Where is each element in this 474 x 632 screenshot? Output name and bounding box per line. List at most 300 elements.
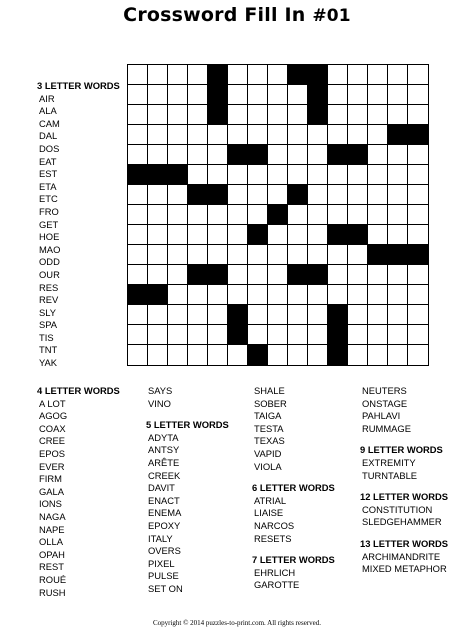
grid-cell-empty[interactable] [168,345,188,365]
grid-cell-empty[interactable] [148,85,168,105]
word-list-item: IONS [39,498,62,510]
grid-cell-empty[interactable] [208,225,228,245]
grid-cell-empty[interactable] [388,65,408,85]
grid-cell-empty[interactable] [128,325,148,345]
word-list-item: ETC [39,193,58,205]
grid-cell-empty[interactable] [188,205,208,225]
grid-cell-empty[interactable] [388,325,408,345]
grid-cell-black [328,345,348,365]
grid-cell-black [288,185,308,205]
grid-cell-empty[interactable] [308,125,328,145]
grid-cell-black [188,185,208,205]
grid-cell-empty[interactable] [188,145,208,165]
grid-cell-empty[interactable] [128,305,148,325]
word-list-item: EAT [39,155,57,167]
grid-cell-empty[interactable] [168,125,188,145]
grid-cell-empty[interactable] [148,145,168,165]
grid-cell-empty[interactable] [228,105,248,125]
grid-cell-empty[interactable] [168,145,188,165]
grid-cell-empty[interactable] [328,105,348,125]
grid-cell-empty[interactable] [228,225,248,245]
grid-cell-empty[interactable] [368,265,388,285]
grid-cell-black [208,105,228,125]
word-list-item: SPA [39,319,58,331]
grid-cell-empty[interactable] [388,85,408,105]
word-list-heading: 13 LETTER WORDS [360,537,449,549]
grid-cell-empty[interactable] [228,265,248,285]
grid-cell-empty[interactable] [268,85,288,105]
grid-cell-empty[interactable] [128,225,148,245]
grid-cell-empty[interactable] [288,285,308,305]
grid-cell-empty[interactable] [248,245,268,265]
grid-cell-empty[interactable] [228,65,248,85]
grid-cell-empty[interactable] [148,265,168,285]
page-title [0,4,474,26]
grid-cell-black [408,125,428,145]
grid-cell-empty[interactable] [128,85,148,105]
grid-cell-empty[interactable] [228,345,248,365]
grid-cell-empty[interactable] [128,125,148,145]
grid-cell-black [208,265,228,285]
word-list-item: NAPE [39,523,65,535]
grid-cell-empty[interactable] [128,265,148,285]
grid-cell-empty[interactable] [368,125,388,145]
word-list-item: ITALY [148,532,173,544]
grid-cell-empty[interactable] [288,145,308,165]
word-list-item: HOE [39,231,60,243]
grid-cell-empty[interactable] [228,85,248,105]
word-list-item: EST [39,168,58,180]
word-list-item: RESETS [254,532,292,544]
grid-cell-empty[interactable] [408,225,428,245]
three-letter-word-list [37,80,120,370]
grid-cell-empty[interactable] [308,245,328,265]
grid-cell-empty[interactable] [248,265,268,285]
grid-cell-empty[interactable] [268,325,288,345]
grid-cell-black [148,285,168,305]
grid-cell-empty[interactable] [208,125,228,145]
grid-cell-empty[interactable] [328,185,348,205]
grid-cell-empty[interactable] [148,185,168,205]
grid-cell-empty[interactable] [388,205,408,225]
word-list-item: TIS [39,331,54,343]
word-list-column-2 [146,385,229,596]
grid-cell-black [208,65,228,85]
word-list-item: SLEDGEHAMMER [362,516,442,528]
word-list-item: TEXAS [254,435,285,447]
grid-cell-empty[interactable] [208,205,228,225]
grid-cell-empty[interactable] [288,105,308,125]
grid-cell-black [128,165,148,185]
grid-cell-empty[interactable] [368,65,388,85]
word-list-item: REST [39,561,65,573]
word-list-item: SOBER [254,397,287,409]
grid-cell-empty[interactable] [388,265,408,285]
word-list-heading: 3 LETTER WORDS [37,80,120,91]
grid-cell-empty[interactable] [328,125,348,145]
grid-cell-empty[interactable] [348,285,368,305]
word-list-item: ALA [39,105,57,117]
word-list-item: CREEK [148,469,181,481]
grid-cell-empty[interactable] [128,185,148,205]
word-list-item: RUSH [39,586,66,598]
word-list-item: RES [39,281,59,293]
grid-cell-empty[interactable] [328,285,348,305]
grid-cell-empty[interactable] [188,345,208,365]
grid-cell-black [228,145,248,165]
grid-cell-empty[interactable] [188,65,208,85]
grid-cell-empty[interactable] [408,265,428,285]
grid-cell-empty[interactable] [148,245,168,265]
grid-cell-empty[interactable] [368,285,388,305]
grid-cell-black [368,245,388,265]
word-list-item: PAHLAVI [362,410,401,422]
grid-cell-empty[interactable] [368,165,388,185]
grid-cell-black [308,65,328,85]
grid-cell-empty[interactable] [168,305,188,325]
word-list-item: AIR [39,92,55,104]
grid-cell-empty[interactable] [168,265,188,285]
grid-cell-empty[interactable] [408,205,428,225]
word-list-item: ONSTAGE [362,397,408,409]
grid-cell-empty[interactable] [348,125,368,145]
grid-cell-empty[interactable] [348,105,368,125]
word-list-item: RUMMAGE [362,422,411,434]
grid-cell-empty[interactable] [268,245,288,265]
grid-cell-empty[interactable] [348,265,368,285]
word-list-item: OLLA [39,536,63,548]
grid-cell-empty[interactable] [228,205,248,225]
grid-cell-empty[interactable] [148,325,168,345]
grid-cell-empty[interactable] [268,165,288,185]
grid-cell-empty[interactable] [328,165,348,185]
grid-cell-empty[interactable] [368,225,388,245]
grid-cell-black [328,225,348,245]
word-list-item: FIRM [39,473,62,485]
word-list-item: TAIGA [254,410,282,422]
grid-cell-empty[interactable] [188,325,208,345]
grid-cell-empty[interactable] [248,325,268,345]
word-list-heading: 5 LETTER WORDS [146,419,229,431]
word-list-item: ODD [39,256,60,268]
word-list-column-4 [360,385,448,576]
grid-cell-empty[interactable] [348,85,368,105]
grid-cell-black [228,325,248,345]
grid-cell-empty[interactable] [188,305,208,325]
grid-cell-empty[interactable] [248,105,268,125]
grid-cell-empty[interactable] [148,225,168,245]
grid-cell-empty[interactable] [248,65,268,85]
grid-cell-empty[interactable] [128,245,148,265]
grid-cell-empty[interactable] [348,325,368,345]
grid-cell-empty[interactable] [368,305,388,325]
grid-cell-empty[interactable] [408,325,428,345]
word-list-item: DOS [39,142,60,154]
grid-cell-empty[interactable] [308,185,328,205]
word-list-item: PIXEL [148,557,175,569]
word-list-item: ARÊTE [148,456,180,468]
word-list-item: VAPID [254,447,282,459]
grid-cell-empty[interactable] [268,345,288,365]
grid-cell-empty[interactable] [168,325,188,345]
word-list-item: REV [39,294,59,306]
grid-cell-empty[interactable] [308,345,328,365]
grid-cell-empty[interactable] [228,245,248,265]
grid-cell-empty[interactable] [188,165,208,185]
grid-cell-empty[interactable] [408,165,428,185]
grid-cell-empty[interactable] [208,165,228,185]
word-list-heading: 6 LETTER WORDS [252,482,335,494]
grid-cell-empty[interactable] [188,125,208,145]
grid-cell-empty[interactable] [208,285,228,305]
grid-cell-empty[interactable] [128,65,148,85]
grid-cell-empty[interactable] [288,125,308,145]
grid-cell-empty[interactable] [168,285,188,305]
word-list-item: SET ON [148,582,183,594]
grid-cell-empty[interactable] [408,285,428,305]
grid-cell-empty[interactable] [228,285,248,305]
word-list-item: FRO [39,205,59,217]
grid-cell-empty[interactable] [168,245,188,265]
grid-cell-black [308,105,328,125]
grid-cell-empty[interactable] [368,85,388,105]
grid-cell-empty[interactable] [188,105,208,125]
grid-cell-empty[interactable] [368,105,388,125]
grid-cell-empty[interactable] [148,305,168,325]
grid-cell-empty[interactable] [308,225,328,245]
grid-cell-black [148,165,168,185]
grid-cell-empty[interactable] [268,285,288,305]
word-list-item: GAROTTE [254,579,300,591]
grid-cell-empty[interactable] [288,245,308,265]
grid-cell-black [328,145,348,165]
grid-cell-empty[interactable] [208,145,228,165]
grid-cell-empty[interactable] [328,85,348,105]
grid-cell-empty[interactable] [368,345,388,365]
grid-cell-empty[interactable] [168,85,188,105]
grid-cell-empty[interactable] [348,165,368,185]
word-list-item: PULSE [148,570,179,582]
word-list-heading: 12 LETTER WORDS [360,491,449,503]
grid-cell-black [208,185,228,205]
grid-cell-empty[interactable] [248,305,268,325]
grid-cell-empty[interactable] [248,285,268,305]
grid-cell-empty[interactable] [268,125,288,145]
word-list-heading: 4 LETTER WORDS [37,385,120,396]
grid-cell-empty[interactable] [248,205,268,225]
word-list-column-3 [252,385,335,592]
grid-cell-empty[interactable] [388,165,408,185]
grid-cell-empty[interactable] [268,185,288,205]
grid-cell-black [388,125,408,145]
grid-cell-black [408,245,428,265]
grid-cell-empty[interactable] [388,305,408,325]
grid-cell-empty[interactable] [268,145,288,165]
grid-cell-empty[interactable] [288,225,308,245]
grid-cell-empty[interactable] [268,65,288,85]
grid-cell-black [208,85,228,105]
word-list-item: COAX [39,422,66,434]
grid-cell-empty[interactable] [188,285,208,305]
grid-cell-black [288,265,308,285]
grid-cell-empty[interactable] [308,305,328,325]
grid-cell-empty[interactable] [328,245,348,265]
word-list-item: EPOXY [148,519,181,531]
grid-cell-black [328,325,348,345]
grid-cell-empty[interactable] [288,205,308,225]
word-list-item: TURNTABLE [362,469,418,481]
word-list-item: GALA [39,485,65,497]
grid-cell-empty[interactable] [188,85,208,105]
grid-cell-empty[interactable] [168,105,188,125]
grid-cell-empty[interactable] [168,65,188,85]
grid-cell-black [348,145,368,165]
word-list-item: YAK [39,357,58,369]
grid-cell-empty[interactable] [388,105,408,125]
grid-cell-empty[interactable] [148,345,168,365]
grid-cell-empty[interactable] [268,105,288,125]
grid-cell-black [268,205,288,225]
word-list-item: ANTSY [148,444,180,456]
grid-cell-empty[interactable] [388,185,408,205]
grid-cell-black [188,265,208,285]
grid-cell-empty[interactable] [368,185,388,205]
grid-cell-black [168,165,188,185]
grid-cell-empty[interactable] [248,85,268,105]
grid-cell-empty[interactable] [288,305,308,325]
word-list-item: SAYS [148,385,173,396]
grid-cell-empty[interactable] [148,105,168,125]
grid-cell-empty[interactable] [128,205,148,225]
grid-cell-black [248,345,268,365]
grid-cell-empty[interactable] [188,225,208,245]
grid-cell-empty[interactable] [348,305,368,325]
grid-cell-black [308,265,328,285]
word-list-item: TNT [39,344,58,356]
grid-cell-empty[interactable] [408,65,428,85]
grid-cell-empty[interactable] [268,305,288,325]
grid-cell-empty[interactable] [248,125,268,145]
title-main: Crossword Fill In [123,4,306,26]
grid-cell-empty[interactable] [328,205,348,225]
grid-cell-empty[interactable] [148,205,168,225]
word-list-item: NEUTERS [362,385,407,396]
word-list-item: ARCHIMANDRITE [362,550,441,562]
word-list-item: CAM [39,117,60,129]
grid-cell-empty[interactable] [188,245,208,265]
grid-cell-empty[interactable] [208,245,228,265]
copyright-notice: Copyright © 2014 puzzles-to-print.com. All rights reserved. [152,619,322,627]
grid-cell-empty[interactable] [348,185,368,205]
word-list-item: SHALE [254,385,285,396]
grid-cell-empty[interactable] [408,85,428,105]
grid-cell-empty[interactable] [288,165,308,185]
grid-cell-empty[interactable] [208,325,228,345]
grid-cell-empty[interactable] [408,345,428,365]
grid-cell-empty[interactable] [228,125,248,145]
grid-cell-empty[interactable] [148,125,168,145]
grid-cell-empty[interactable] [208,305,228,325]
grid-cell-empty[interactable] [248,165,268,185]
grid-cell-empty[interactable] [308,145,328,165]
word-list-item: OVERS [148,545,181,557]
word-list-item: CONSTITUTION [362,503,433,515]
grid-cell-empty[interactable] [388,145,408,165]
puzzle-number: #01 [312,6,351,26]
word-list-item: VIOLA [254,460,282,472]
grid-cell-empty[interactable] [228,185,248,205]
grid-cell-empty[interactable] [168,185,188,205]
grid-cell-black [288,65,308,85]
grid-cell-empty[interactable] [168,205,188,225]
grid-cell-empty[interactable] [128,105,148,125]
word-list-item: EXTREMITY [362,456,416,468]
grid-cell-empty[interactable] [328,65,348,85]
word-list-item: ROUÉ [39,573,67,585]
grid-cell-empty[interactable] [348,65,368,85]
grid-cell-black [248,225,268,245]
grid-cell-empty[interactable] [128,145,148,165]
word-list-item: A LOT [39,397,66,409]
grid-cell-empty[interactable] [288,345,308,365]
grid-cell-empty[interactable] [368,145,388,165]
grid-cell-empty[interactable] [408,185,428,205]
word-list-item: DAVIT [148,482,175,494]
word-list-item: EVER [39,460,65,472]
grid-cell-empty[interactable] [328,265,348,285]
word-list-column-1 [37,385,120,599]
word-list-item: GET [39,218,59,230]
grid-cell-empty[interactable] [288,325,308,345]
word-list-item: ADYTA [148,431,179,443]
word-list-item: AGOG [39,410,68,422]
grid-cell-empty[interactable] [368,205,388,225]
grid-cell-empty[interactable] [308,285,328,305]
grid-cell-empty[interactable] [268,265,288,285]
grid-cell-empty[interactable] [248,185,268,205]
grid-cell-empty[interactable] [148,65,168,85]
grid-cell-empty[interactable] [128,345,148,365]
grid-cell-empty[interactable] [308,205,328,225]
grid-cell-empty[interactable] [348,245,368,265]
grid-cell-empty[interactable] [388,345,408,365]
grid-cell-empty[interactable] [388,285,408,305]
grid-cell-empty[interactable] [168,225,188,245]
grid-cell-empty[interactable] [348,345,368,365]
word-list-item: CREE [39,435,66,447]
grid-cell-empty[interactable] [388,225,408,245]
word-list-item: SLY [39,306,57,318]
crossword-grid [127,64,429,366]
grid-cell-empty[interactable] [308,165,328,185]
grid-cell-black [348,225,368,245]
word-list-item: DAL [39,130,58,142]
word-list-item: ATRIAL [254,494,287,506]
grid-cell-empty[interactable] [308,325,328,345]
grid-cell-empty[interactable] [408,305,428,325]
grid-cell-empty[interactable] [408,145,428,165]
grid-cell-empty[interactable] [368,325,388,345]
grid-cell-empty[interactable] [268,225,288,245]
word-list-item: OUR [39,268,60,280]
word-list-item: MIXED METAPHOR [362,563,447,575]
word-list-item: EPOS [39,447,66,459]
grid-cell-empty[interactable] [288,85,308,105]
grid-cell-empty[interactable] [228,165,248,185]
grid-cell-empty[interactable] [408,105,428,125]
grid-cell-empty[interactable] [208,345,228,365]
grid-cell-empty[interactable] [348,205,368,225]
